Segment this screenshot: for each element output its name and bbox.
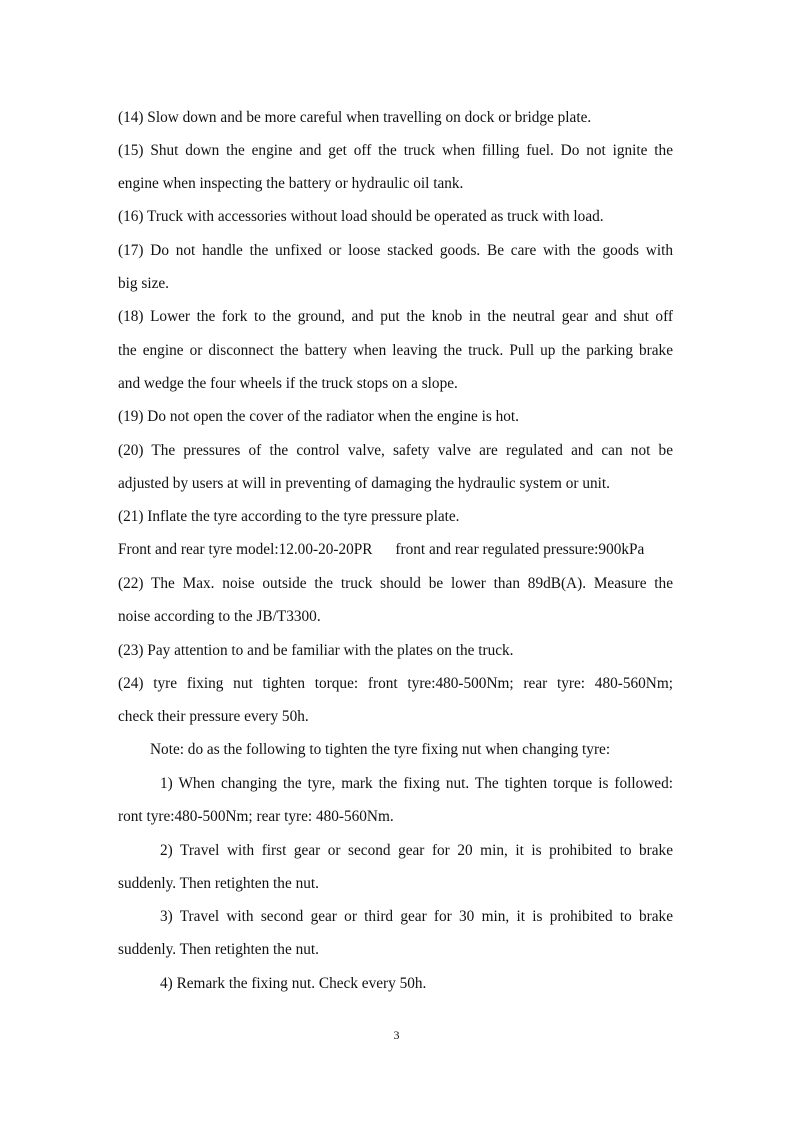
note-step: 4) Remark the fixing nut. Check every 50h.: [160, 975, 427, 992]
paragraph-line: (20) The pressures of the control valve, safety valve are regulated and can not be: [118, 442, 673, 459]
paragraph-line: ront tyre:480-500Nm; rear tyre: 480-560Nm.: [118, 808, 394, 825]
paragraph-line: (21) Inflate the tyre according to the tyre pressure plate.: [118, 508, 460, 525]
note-step: 1) When changing the tyre, mark the fixing nut. The tighten torque is followed:: [160, 775, 673, 792]
paragraph-line: (24) tyre fixing nut tighten torque: front tyre:480-500Nm; rear tyre: 480-560Nm;: [118, 675, 673, 692]
paragraph-line: (22) The Max. noise outside the truck should be lower than 89dB(A). Measure the: [118, 575, 673, 592]
paragraph-line: noise according to the JB/T3300.: [118, 608, 321, 625]
page-number: 3: [393, 1028, 400, 1042]
paragraph-line: check their pressure every 50h.: [118, 708, 309, 725]
note-step: 2) Travel with first gear or second gear for 20 min, it is prohibited to brake: [160, 842, 673, 859]
paragraph-line: (16) Truck with accessories without load should be operated as truck with load.: [118, 208, 604, 225]
note-heading: Note: do as the following to tighten the tyre fixing nut when changing tyre:: [150, 741, 611, 758]
tyre-spec-line: Front and rear tyre model:12.00-20-20PR front and rear regulated pressure:900kPa: [118, 541, 645, 558]
paragraph-line: (23) Pay attention to and be familiar with the plates on the truck.: [118, 642, 514, 659]
paragraph-line: engine when inspecting the battery or hydraulic oil tank.: [118, 175, 464, 192]
paragraph-line: (15) Shut down the engine and get off the truck when filling fuel. Do not ignite the: [118, 142, 673, 159]
paragraph-line: (18) Lower the fork to the ground, and put the knob in the neutral gear and shut off: [118, 308, 673, 325]
paragraph-line: suddenly. Then retighten the nut.: [118, 875, 319, 892]
note-step: 3) Travel with second gear or third gear for 30 min, it is prohibited to brake: [160, 908, 673, 925]
paragraph-line: adjusted by users at will in preventing of damaging the hydraulic system or unit.: [118, 475, 610, 492]
paragraph-line: (17) Do not handle the unfixed or loose stacked goods. Be care with the goods with: [118, 242, 673, 259]
paragraph-line: (19) Do not open the cover of the radiator when the engine is hot.: [118, 408, 519, 425]
paragraph-line: and wedge the four wheels if the truck stops on a slope.: [118, 375, 458, 392]
paragraph-line: the engine or disconnect the battery when leaving the truck. Pull up the parking brake: [118, 342, 673, 359]
paragraph-line: suddenly. Then retighten the nut.: [118, 941, 319, 958]
paragraph-line: (14) Slow down and be more careful when travelling on dock or bridge plate.: [118, 109, 592, 126]
paragraph-line: big size.: [118, 275, 169, 292]
